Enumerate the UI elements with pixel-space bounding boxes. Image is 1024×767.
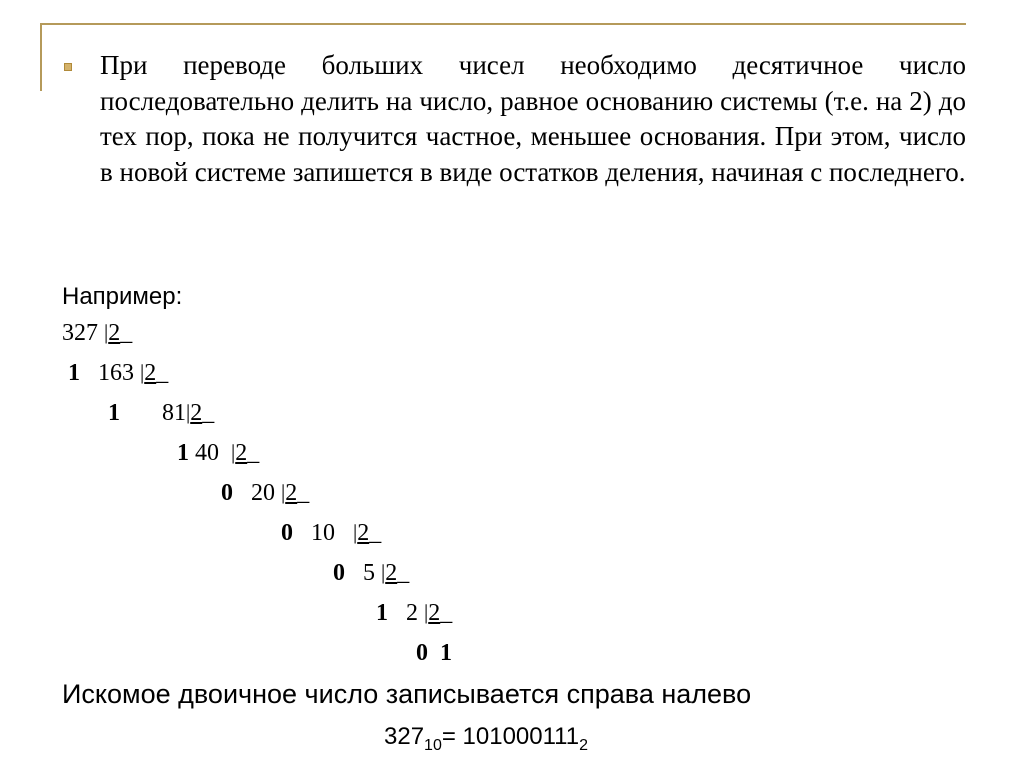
division-step [177,437,259,469]
division-step [376,597,452,629]
quotient: 2 [406,600,418,626]
quotient: 10 [311,520,335,546]
intro-paragraph: При переводе больших чисел необходимо десятичное число последовательно делить на число, равное основанию системы (т.е. на 2) до тех пор, пока не получится частное, меньшее основания. При этом, число в новой системе запишется в виде остатков деления, начиная с последнего. [100,50,966,187]
quotient: 163 [98,360,134,386]
divisor-trail: _ [440,600,453,626]
quotient: 20 [251,480,275,506]
binary-number: 101000111 [462,723,580,750]
divisor: 2 [428,600,441,626]
left-rule-line [40,23,42,91]
bullet-icon [64,63,72,71]
division-bar: | [281,480,286,504]
divisor-trail: _ [156,360,169,386]
division-bar: | [104,320,109,344]
division-bar: | [424,600,429,624]
quotient: 81 [162,400,186,426]
divisor: 2 [235,440,248,466]
division-step [68,357,168,389]
decimal-base: 10 [424,737,442,754]
division-bar: | [186,400,191,424]
divisor: 2 [108,320,121,346]
division-bar: | [353,520,358,544]
division-step [62,317,132,349]
divisor: 2 [144,360,157,386]
remainder: 1 [376,600,388,626]
top-rule-line [40,23,966,25]
remainder: 1 [108,400,120,426]
divisor-trail: _ [120,320,133,346]
final-quotient: 1 [440,640,452,666]
divisor: 2 [357,520,370,546]
remainder: 0 [333,560,345,586]
remainder: 1 [68,360,80,386]
division-bar: | [381,560,386,584]
remainder: 0 [221,480,233,506]
divisor: 2 [190,400,203,426]
quotient: 5 [363,560,375,586]
quotient: 40 [195,440,219,466]
divisor-trail: _ [297,480,310,506]
division-step [108,397,214,429]
divisor-trail: _ [369,520,382,546]
division-step [333,557,409,589]
division-step [281,517,381,549]
binary-base: 2 [579,737,589,754]
equals-sign: = [441,723,463,750]
result-formula [384,720,588,754]
remainder: 0 [281,520,293,546]
divisor-trail: _ [202,400,215,426]
divisor: 2 [285,480,298,506]
remainder: 0 [416,640,428,666]
division-bar: | [140,360,145,384]
decimal-number: 327 [384,723,425,750]
conclusion-text: Искомое двоичное число записывается справа налево [62,679,752,709]
division-final-row [416,637,452,669]
division-step [221,477,309,509]
remainder: 1 [177,440,189,466]
example-label: Например: [62,283,183,310]
divisor-trail: _ [247,440,260,466]
divisor-trail: _ [397,560,410,586]
divisor: 2 [385,560,398,586]
quotient: 327 [62,320,98,346]
division-bar: | [231,440,236,464]
